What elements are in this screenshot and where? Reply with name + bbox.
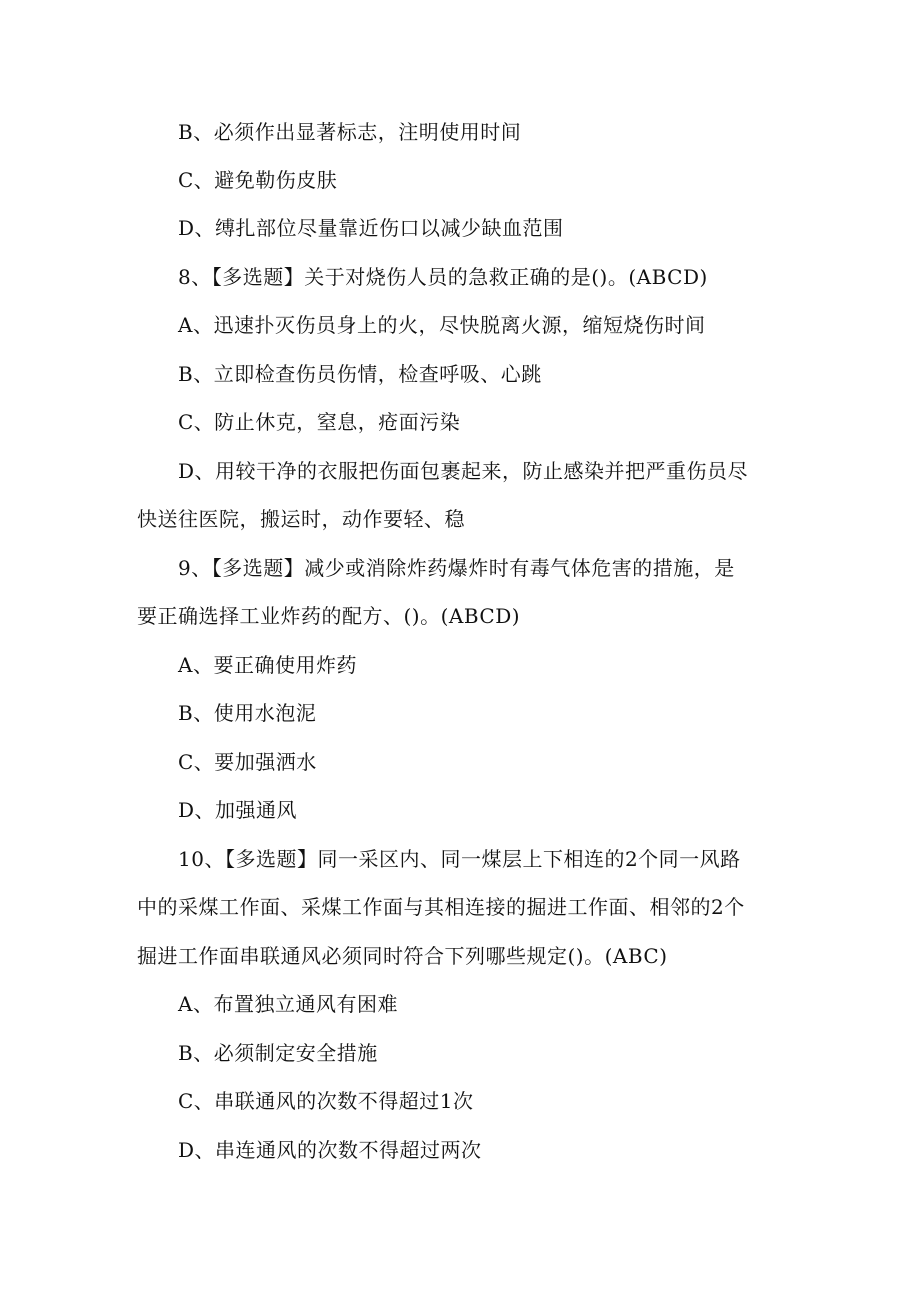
option-c-q7: C、避免勒伤皮肤 bbox=[178, 168, 338, 192]
question-8: 8、【多选题】关于对烧伤人员的急救正确的是()。(ABCD) bbox=[178, 265, 708, 289]
option-a-q9: A、要正确使用炸药 bbox=[178, 653, 357, 677]
question-9-continued: 要正确选择工业炸药的配方、()。(ABCD) bbox=[137, 604, 521, 628]
option-b-q9: B、使用水泡泥 bbox=[178, 701, 317, 725]
option-a-q8: A、迅速扑灭伤员身上的火，尽快脱离火源，缩短烧伤时间 bbox=[178, 313, 706, 337]
question-10-continued-1: 中的采煤工作面、采煤工作面与其相连接的掘进工作面、相邻的2个 bbox=[137, 895, 745, 919]
option-b-q10: B、必须制定安全措施 bbox=[178, 1041, 378, 1065]
question-9: 9、【多选题】减少或消除炸药爆炸时有毒气体危害的措施，是 bbox=[178, 556, 735, 580]
question-10: 10、【多选题】同一采区内、同一煤层上下相连的2个同一风路 bbox=[178, 847, 741, 871]
option-c-q8: C、防止休克，窒息，疮面污染 bbox=[178, 410, 461, 434]
option-d-q9: D、加强通风 bbox=[178, 798, 298, 822]
option-b-q8: B、立即检查伤员伤情，检查呼吸、心跳 bbox=[178, 362, 542, 386]
option-d-q8-continued: 快送往医院，搬运时，动作要轻、稳 bbox=[137, 507, 465, 531]
option-c-q9: C、要加强洒水 bbox=[178, 750, 317, 774]
option-d-q7: D、缚扎部位尽量靠近伤口以减少缺血范围 bbox=[178, 216, 564, 240]
option-d-q10: D、串连通风的次数不得超过两次 bbox=[178, 1138, 482, 1162]
option-c-q10: C、串联通风的次数不得超过1次 bbox=[178, 1089, 474, 1113]
option-b-q7: B、必须作出显著标志，注明使用时间 bbox=[178, 120, 522, 144]
option-a-q10: A、布置独立通风有困难 bbox=[178, 992, 398, 1016]
option-d-q8: D、用较干净的衣服把伤面包裹起来，防止感染并把严重伤员尽 bbox=[178, 459, 749, 483]
question-10-continued-2: 掘进工作面串联通风必须同时符合下列哪些规定()。(ABC) bbox=[137, 944, 668, 968]
